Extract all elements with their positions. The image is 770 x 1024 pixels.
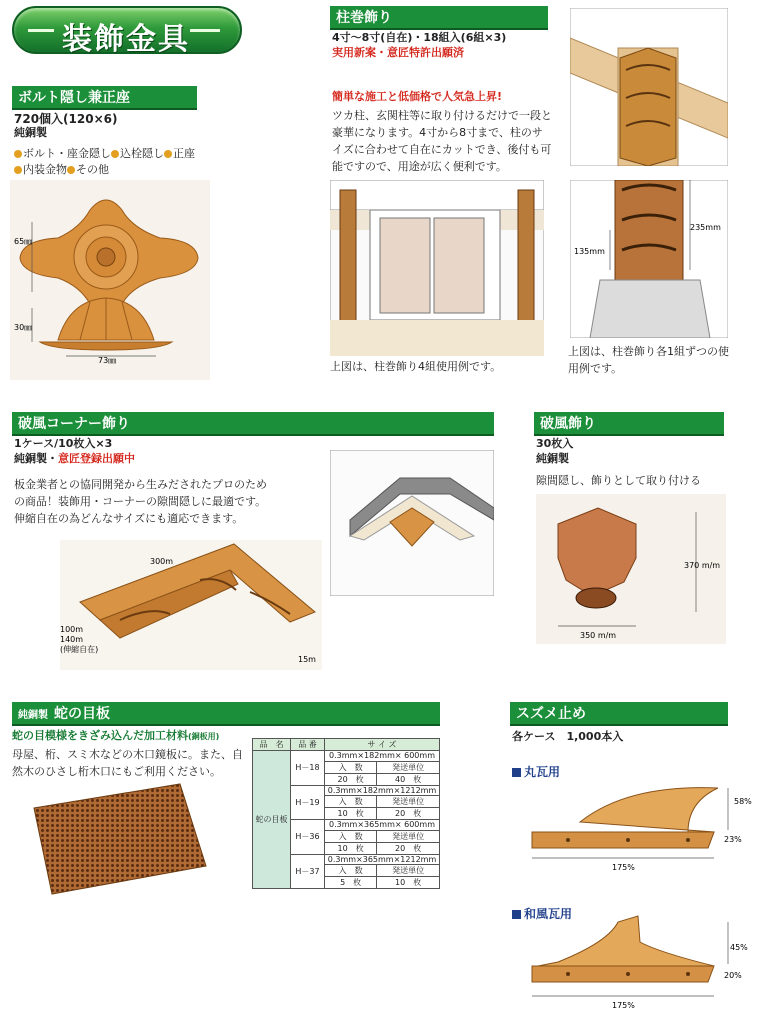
hafu-dim-height: 370 m/m: [684, 561, 721, 570]
suzume-wafu-label: 和風瓦用: [512, 906, 572, 922]
table-qty-label: 入 数: [325, 830, 377, 842]
title-bar-right: [190, 29, 220, 32]
table-qty: 20 枚: [325, 773, 377, 785]
suzume-maru-h1: 58%: [734, 797, 752, 806]
hafu-corner-illustration: [60, 540, 322, 670]
hashira-photo-top: [570, 8, 728, 166]
snake-header: 純銅製 蛇の目板: [12, 702, 440, 726]
suzume-header: スズメ止め: [510, 702, 728, 726]
hashira-photo-detail: [570, 180, 728, 338]
hashira-desc: ツカ柱、玄関柱等に取り付けるだけで一段と豪華になります。4寸から8寸まで、柱のサイズに合わせて自在にカットでき、後付も可能ですので、用途が広く便利です。: [332, 109, 552, 173]
hafu-corner-photo: [330, 450, 494, 596]
table-ship-label: 発送単位: [377, 796, 440, 808]
table-ship: 40 枚: [377, 773, 440, 785]
bolt-cover-illustration: [10, 180, 210, 380]
hashira-caption-right: 上図は、柱巻飾り各1組ずつの使用例です。: [568, 345, 729, 375]
bolt-header: ボルト隠し兼正座: [12, 86, 197, 110]
suzume-wafu-h2: 20%: [724, 971, 742, 980]
table-size: 0.3mm×182mm× 600mm: [325, 751, 440, 762]
hashira-patent: 実用新案・意匠特許出願済: [332, 46, 464, 59]
page-title: 装飾金具: [62, 22, 190, 57]
hafu-corner-dim-note: (伸縮自在): [60, 645, 99, 654]
hafu-corner-dim-thick: 15m: [298, 655, 316, 664]
title-bar-left: [28, 29, 54, 32]
hashira-dim-short: 135mm: [574, 247, 605, 256]
suzume-qty: 各ケース 1,000本入: [512, 730, 624, 743]
hafu-corner-dim-range2: 140m: [60, 635, 84, 644]
hashira-photo-entrance: [330, 180, 544, 356]
bolt-uses-line2: 内装金物 その他: [14, 163, 109, 178]
hashira-spec: 4寸～8寸(自在)・18組入(6組×3): [332, 31, 507, 44]
table-ship-label: 発送単位: [377, 761, 440, 773]
hafu-material: 純銅製: [536, 452, 569, 465]
table-qty-label: 入 数: [325, 761, 377, 773]
bolt-dim-height: 65㎜: [14, 237, 33, 246]
table-code: H－36: [291, 820, 325, 855]
suzume-maru-illustration: [518, 782, 758, 878]
table-qty-label: 入 数: [325, 865, 377, 877]
table-code: H－37: [291, 854, 325, 889]
table-ship-label: 発送単位: [377, 865, 440, 877]
table-qty: 5 枚: [325, 877, 377, 889]
table-qty: 10 枚: [325, 842, 377, 854]
table-code: H－18: [291, 751, 325, 786]
table-ship: 20 枚: [377, 808, 440, 820]
suzume-maru-label: 丸瓦用: [512, 764, 560, 780]
table-size: 0.3mm×182mm×1212mm: [325, 785, 440, 796]
table-header-name: 品 名: [253, 739, 291, 751]
table-header-code: 品 番: [291, 739, 325, 751]
table-qty: 10 枚: [325, 808, 377, 820]
suzume-wafu-illustration: [518, 912, 758, 1016]
hafu-illustration: [536, 494, 726, 644]
snake-desc: 母屋、桁、スミ木などの木口鏡板に。また、自然木のひさし桁木口にもご利用ください。: [12, 748, 243, 778]
table-size: 0.3mm×365mm×1212mm: [325, 854, 440, 865]
table-ship-label: 発送単位: [377, 830, 440, 842]
hafu-qty: 30枚入: [536, 437, 574, 450]
table-product-name: 蛇の目板: [253, 751, 291, 889]
hashira-header: 柱巻飾り: [330, 6, 548, 30]
page-title-banner: [12, 6, 242, 57]
table-ship: 10 枚: [377, 877, 440, 889]
snake-spec-table: [252, 738, 440, 889]
hafu-corner-desc: 板金業者との協同開発から生みだされたプロのための商品！装飾用・コーナーの隙間隠しに最適です。伸縮自在の為どんなサイズにも適応できます。: [14, 478, 267, 525]
suzume-maru-w: 175%: [612, 863, 635, 872]
table-size: 0.3mm×365mm× 600mm: [325, 820, 440, 831]
table-qty-label: 入 数: [325, 796, 377, 808]
bolt-dim-dome: 30㎜: [14, 323, 33, 332]
suzume-maru-h2: 23%: [724, 835, 742, 844]
hafu-header: 破風飾り: [534, 412, 724, 436]
table-ship: 20 枚: [377, 842, 440, 854]
hafu-corner-qty: 1ケース/10枚入×3: [14, 437, 113, 450]
bolt-material: 純銅製: [14, 126, 47, 139]
snake-board-illustration: [30, 778, 210, 900]
table-code: H－19: [291, 785, 325, 820]
hafu-corner-dim-length: 300m: [150, 557, 174, 566]
bolt-uses-line1: ボルト・座金隠し 込栓隠し 正座: [14, 147, 195, 162]
hashira-catch: 簡単な施工と低価格で人気急上昇!: [332, 90, 503, 103]
hafu-corner-dim-range1: 100m: [60, 625, 84, 634]
table-header-size: サ イ ズ: [325, 739, 440, 751]
snake-tagline: 蛇の目模様をきざみ込んだ加工材料(銅板用): [12, 729, 220, 742]
bolt-dim-width: 73㎜: [98, 356, 117, 365]
square-bullet-icon: [512, 768, 521, 777]
hafu-dim-width: 350 m/m: [580, 631, 617, 640]
suzume-wafu-w: 175%: [612, 1001, 635, 1010]
hashira-caption-left: 上図は、柱巻飾り4組使用例です。: [330, 360, 502, 373]
hafu-corner-header: 破風コーナー飾り: [12, 412, 494, 436]
hafu-corner-material-line: 純銅製・意匠登録出願中: [14, 452, 135, 465]
suzume-wafu-h1: 45%: [730, 943, 748, 952]
bolt-qty: 720個入(120×6): [14, 112, 118, 126]
hashira-dim-tall: 235mm: [690, 223, 721, 232]
hafu-desc: 隙間隠し、飾りとして取り付ける: [536, 474, 701, 487]
